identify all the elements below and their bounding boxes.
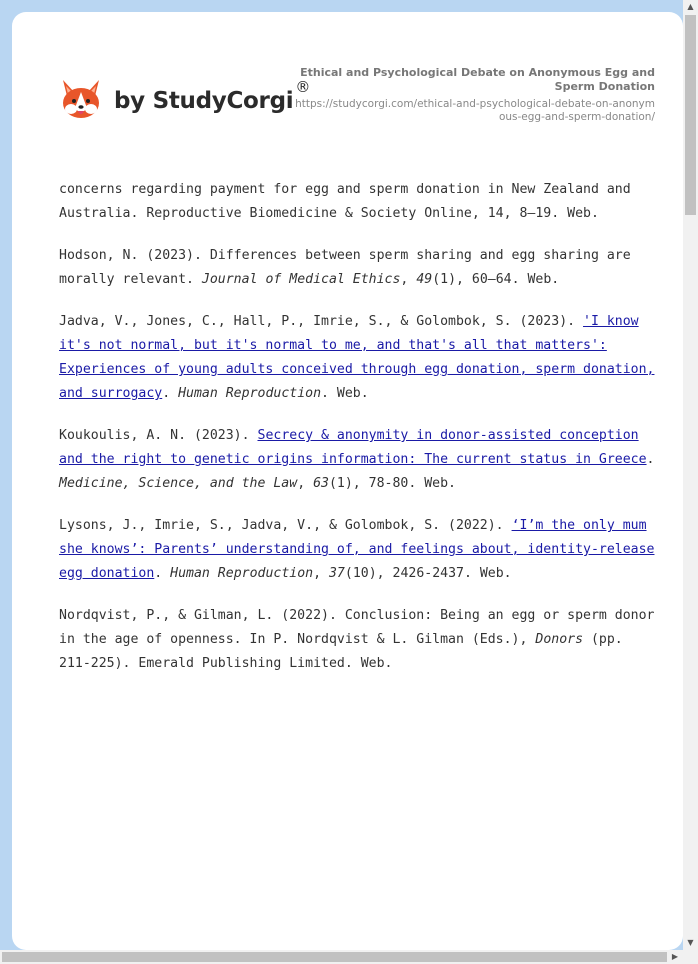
reference-list <box>59 178 655 694</box>
reference-item: Nordqvist, P., & Gilman, L. (2022). Conclusion: Being an egg or sperm donor in the age of openness. In P. Nordqvist & L. Gilman (Eds.), Donors (pp. 211-225). Emerald Publishing Limited. Web. <box>59 608 655 671</box>
reference-link[interactable]: ‘I’m the only mum she knows’: Parents’ understanding of, and feelings about, identity-release egg donation <box>59 518 655 581</box>
journal-title: Human Reproduction <box>170 566 314 581</box>
reference-item: Lysons, J., Imrie, S., Jadva, V., & Golombok, S. (2022). ‘I’m the only mum she knows’: Parents’ understanding of, and feelings about, identity-release egg donation. Human Reproduction, 37(10), 2426-2437. Web. <box>59 518 655 581</box>
journal-title: Journal of Medical Ethics <box>201 272 401 287</box>
reference-link[interactable]: 'I know it's not normal, but it's normal to me, and that's all that matters': Experiences of young adults conceived through egg donation, sperm donation, and surrogacy <box>59 314 655 401</box>
vertical-scrollbar[interactable] <box>683 0 698 950</box>
corgi-logo-icon <box>60 76 102 120</box>
journal-title: Medicine, Science, and the Law <box>59 476 298 491</box>
vertical-scroll-thumb[interactable] <box>685 15 696 215</box>
reference-item: Jadva, V., Jones, C., Hall, P., Imrie, S., & Golombok, S. (2023). 'I know it's not normal, but it's normal to me, and that's all that matters': Experiences of young adults conceived through egg donation, sperm donation, and surrogacy. Human Reproduction. Web. <box>59 314 655 401</box>
reference-link[interactable]: Secrecy & anonymity in donor-assisted conception and the right to genetic origins information: The current status in Greece <box>59 428 647 467</box>
horizontal-scroll-thumb[interactable] <box>2 952 667 962</box>
reference-item: concerns regarding payment for egg and sperm donation in New Zealand and Australia. Reproductive Biomedicine & Society Online, 14, 8–19. Web. <box>59 182 631 221</box>
scroll-right-arrow-icon[interactable]: ▶ <box>671 952 679 961</box>
journal-title: Human Reproduction <box>178 386 322 401</box>
reference-item: Koukoulis, A. N. (2023). Secrecy & anonymity in donor-assisted conception and the right to genetic origins information: The current status in Greece. Medicine, Science, and the Law, 63(1), 78-80. Web. <box>59 428 655 491</box>
document-url[interactable]: https://studycorgi.com/ethical-and-psychological-debate-on-anonymous-egg-and-sperm-donation/ <box>295 98 655 123</box>
document-page <box>12 12 683 950</box>
volume: 49 <box>416 272 433 287</box>
reference-item: Hodson, N. (2023). Differences between sperm sharing and egg sharing are morally relevant. Journal of Medical Ethics, 49(1), 60–64. Web. <box>59 248 631 287</box>
scroll-down-arrow-icon[interactable]: ▼ <box>687 938 694 947</box>
brand-name: by StudyCorgi® <box>114 78 311 114</box>
book-title: Donors <box>535 632 584 647</box>
document-header <box>295 66 655 124</box>
volume: 63 <box>313 476 329 491</box>
horizontal-scrollbar[interactable] <box>0 950 698 964</box>
scroll-up-arrow-icon[interactable]: ▲ <box>687 2 694 11</box>
studycorgi-logo[interactable] <box>60 76 310 120</box>
volume: 37 <box>328 566 345 581</box>
document-title: Ethical and Psychological Debate on Anonymous Egg and Sperm Donation <box>300 66 655 93</box>
